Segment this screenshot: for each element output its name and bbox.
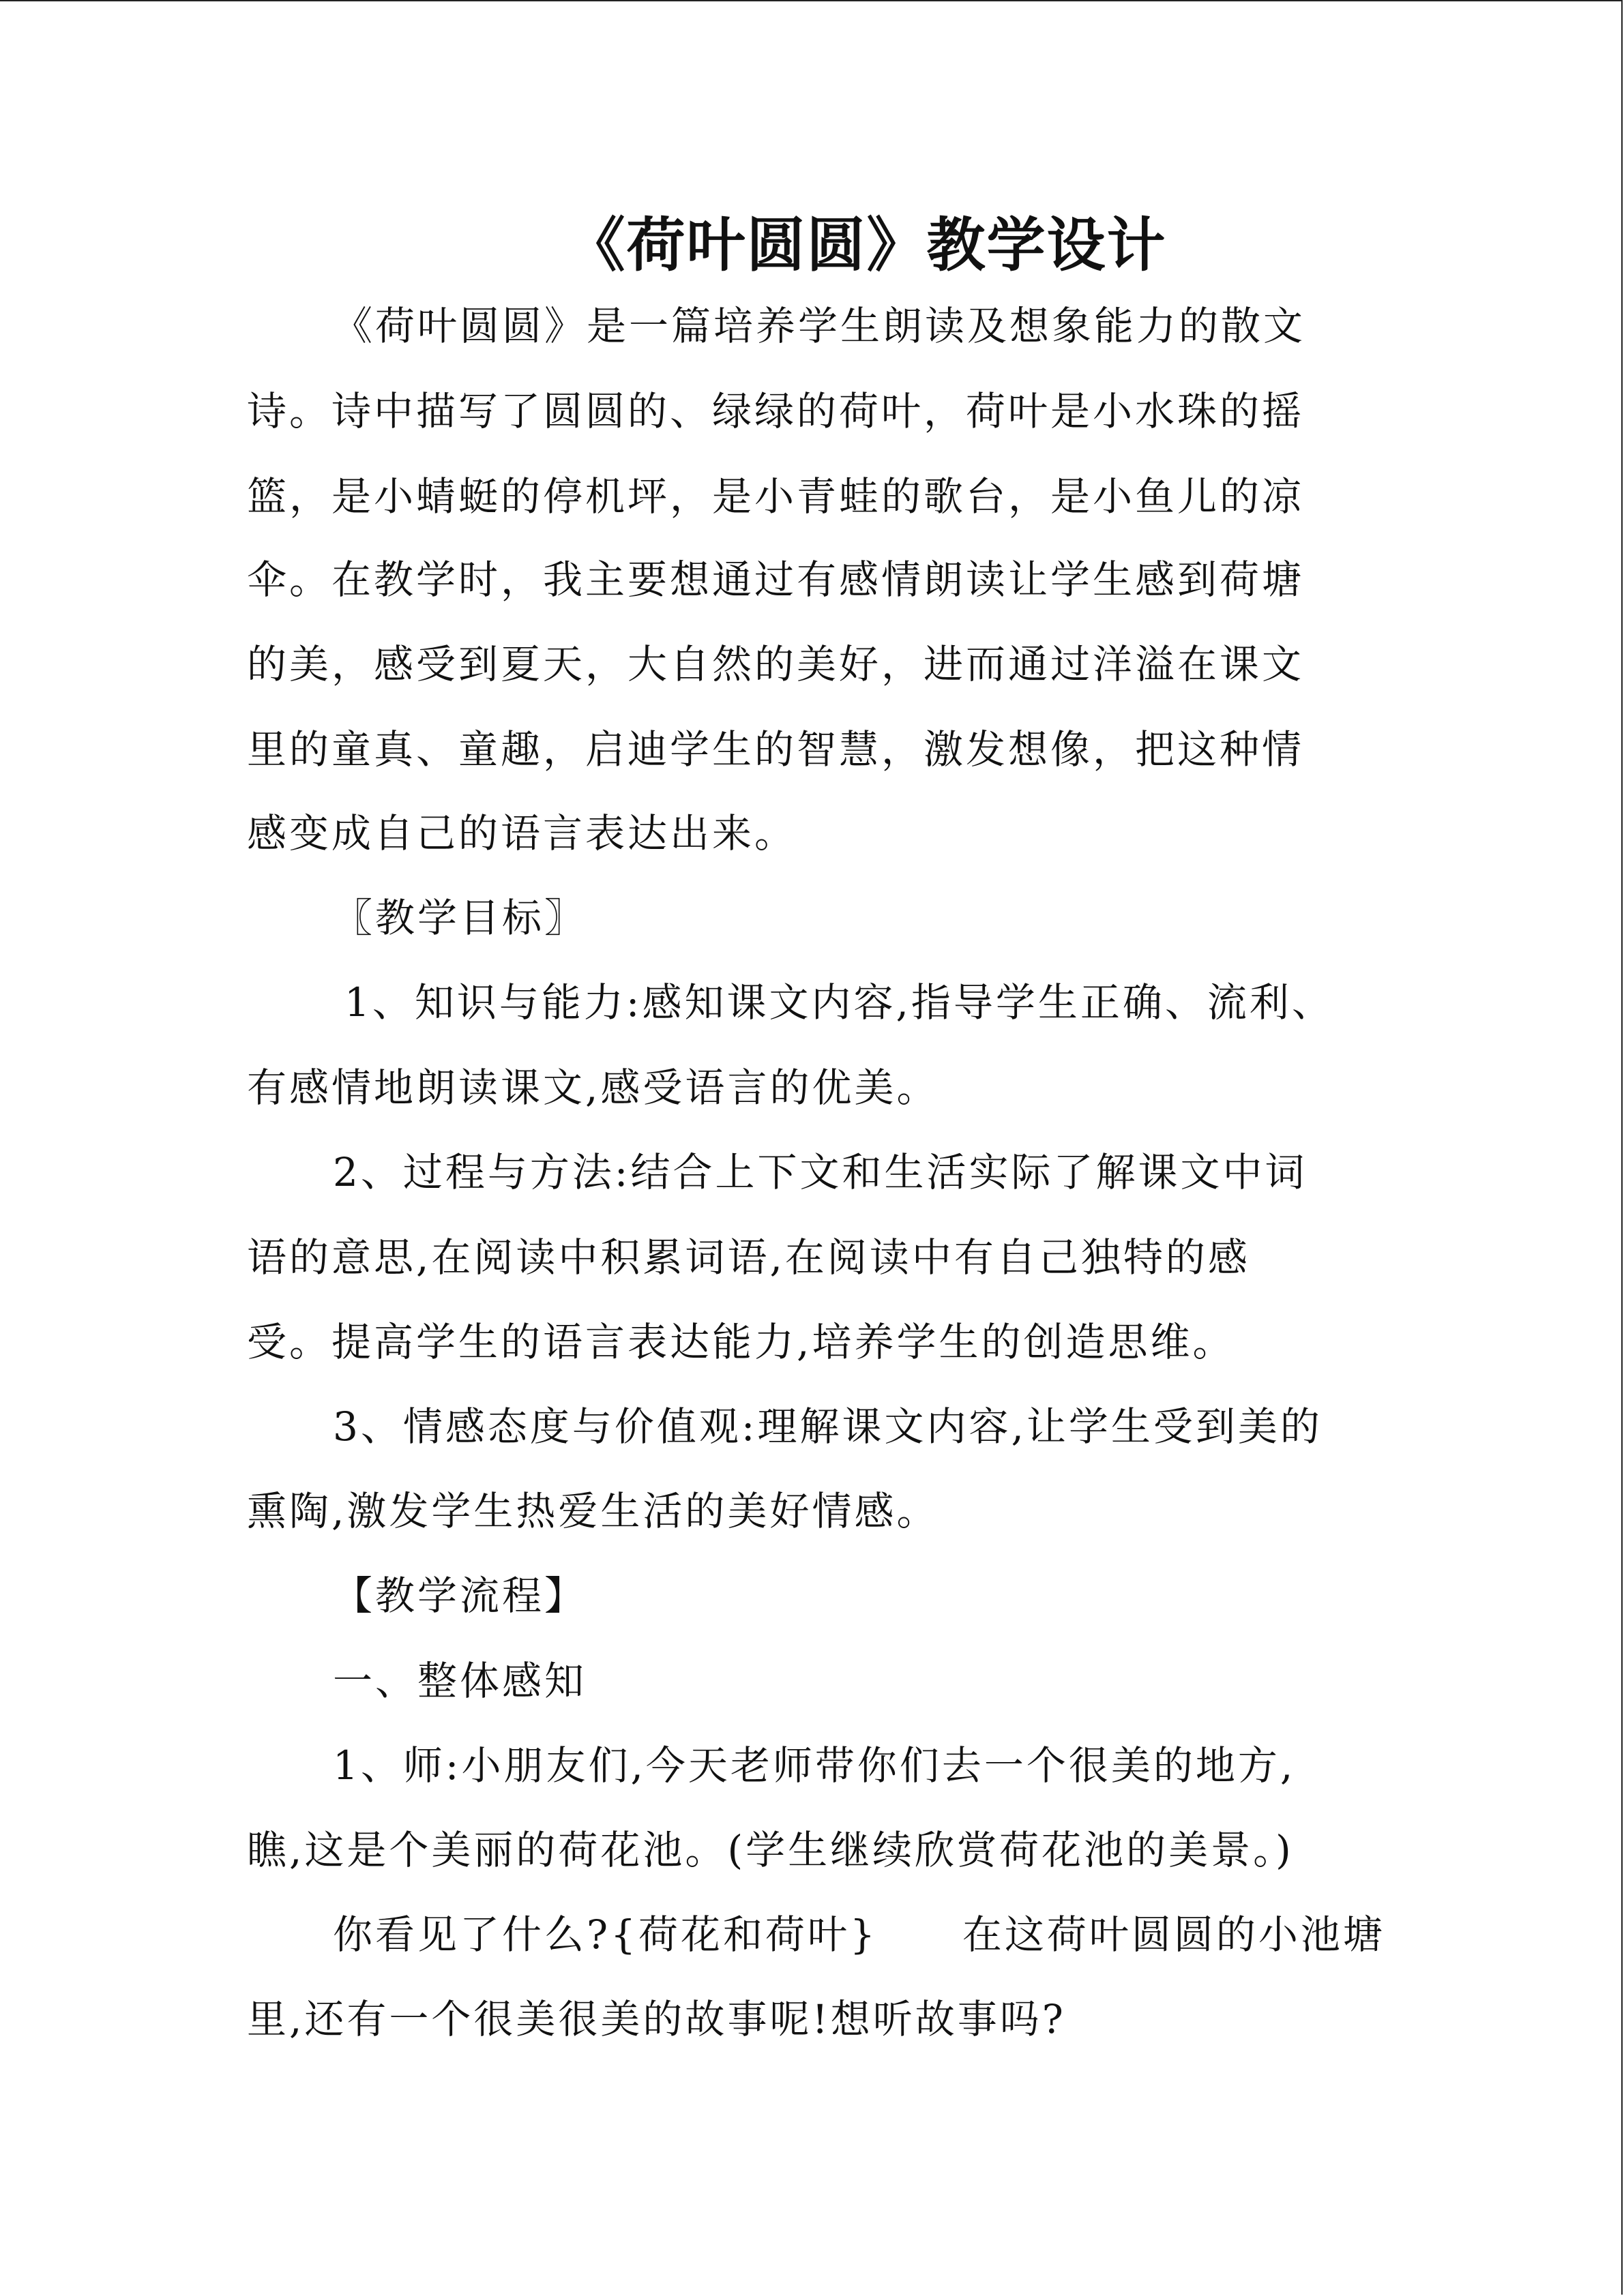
paragraph-line: 篮，是小蜻蜓的停机坪，是小青蛙的歌台，是小鱼儿的凉 (247, 473, 1305, 520)
paragraph-line: 你看见了什么?{荷花和荷叶} 在这荷叶圆圆的小池塘 (333, 1911, 1385, 1958)
paragraph-line: 有感情地朗读课文,感受语言的优美。 (247, 1064, 939, 1111)
paragraph-line: 2、过程与方法:结合上下文和生活实际了解课文中词 (333, 1149, 1308, 1195)
paragraph-line: 熏陶,激发学生热爱生活的美好情感。 (247, 1488, 939, 1534)
document-title: 《荷叶圆圆》教学设计 (566, 211, 1167, 280)
paragraph-line: 1、师:小朋友们,今天老师带你们去一个很美的地方, (333, 1742, 1296, 1789)
paragraph-line: 1、知识与能力:感知课文内容,指导学生正确、流利、 (344, 979, 1334, 1026)
paragraph-line: 伞。在教学时，我主要想通过有感情朗读让学生感到荷塘 (247, 556, 1305, 603)
paragraph-line: 里的童真、童趣，启迪学生的智慧，激发想像，把这种情 (247, 726, 1305, 773)
paragraph-line: 诗。诗中描写了圆圆的、绿绿的荷叶，荷叶是小水珠的摇 (247, 388, 1305, 434)
paragraph-line: 里,还有一个很美很美的故事呢!想听故事吗? (247, 1996, 1066, 2042)
paragraph-line: 语的意思,在阅读中积累词语,在阅读中有自己独特的感 (247, 1234, 1250, 1281)
paragraph-line: 《荷叶圆圆》是一篇培养学生朗读及想象能力的散文 (333, 303, 1306, 349)
section-heading-objectives: 〖教学目标〗 (333, 895, 587, 941)
paragraph-line: 的美，感受到夏天，大自然的美好，进而通过洋溢在课文 (247, 641, 1305, 687)
paragraph-line: 感变成自己的语言表达出来。 (247, 810, 797, 856)
section-heading-process: 【教学流程】 (333, 1572, 587, 1619)
subsection-heading: 一、整体感知 (333, 1658, 587, 1704)
paragraph-line: 3、情感态度与价值观:理解课文内容,让学生受到美的 (333, 1403, 1323, 1450)
paragraph-line: 瞧,这是个美丽的荷花池。(学生继续欣赏荷花池的美景。) (247, 1827, 1294, 1873)
paragraph-line: 受。提高学生的语言表达能力,培养学生的创造思维。 (247, 1319, 1235, 1365)
